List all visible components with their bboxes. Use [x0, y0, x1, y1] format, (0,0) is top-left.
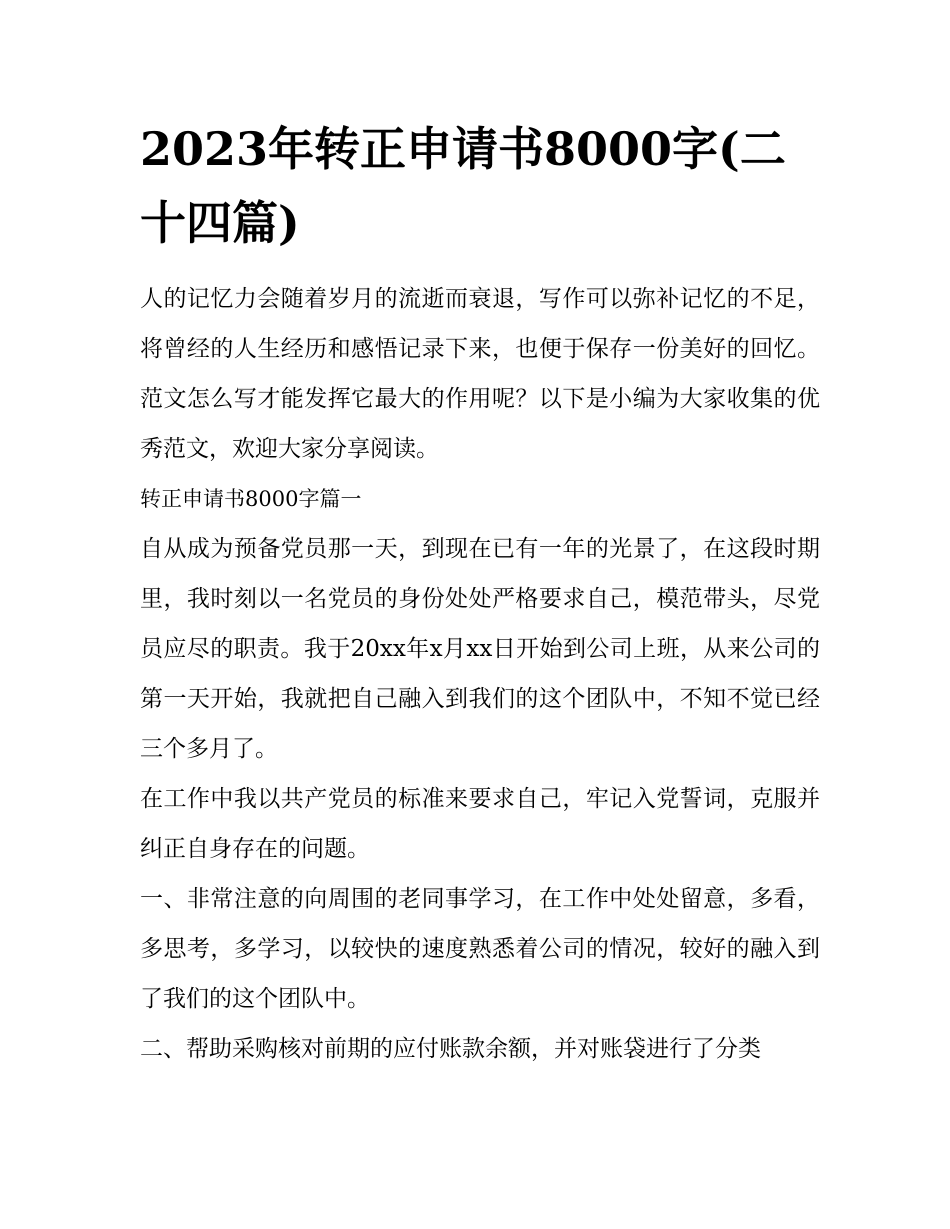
document-title: 2023年转正申请书8000字(二十四篇) [140, 122, 786, 250]
body-paragraph: 自从成为预备党员那一天，到现在已有一年的光景了，在这段时期里，我时刻以一名党员的身份处处严格要求自己，模范带头，尽党员应尽的职责。我于20xx年x月xx日开始到公司上班，从来公司的第一天开始，我就把自己融入到我们的这个团队中，不知不觉已经三个多月了。 [140, 536, 820, 762]
body-paragraph: 一、非常注意的向周围的老同事学习，在工作中处处留意，多看，多思考，多学习，以较快的速度熟悉着公司的情况，较好的融入到了我们的这个团队中。 [140, 886, 820, 1012]
document-body [140, 274, 820, 1074]
intro-paragraph: 人的记忆力会随着岁月的流逝而衰退，写作可以弥补记忆的不足，将曾经的人生经历和感悟记录下来，也便于保存一份美好的回忆。范文怎么写才能发挥它最大的作用呢？以下是小编为大家收集的优秀范文，欢迎大家分享阅读。 [140, 286, 820, 462]
body-paragraph: 在工作中我以共产党员的标准来要求自己，牢记入党誓词，克服并纠正自身存在的问题。 [140, 786, 820, 862]
body-paragraph: 二、帮助采购核对前期的应付账款余额，并对账袋进行了分类 [140, 1036, 761, 1062]
section-heading: 转正申请书8000字篇一 [140, 487, 362, 511]
